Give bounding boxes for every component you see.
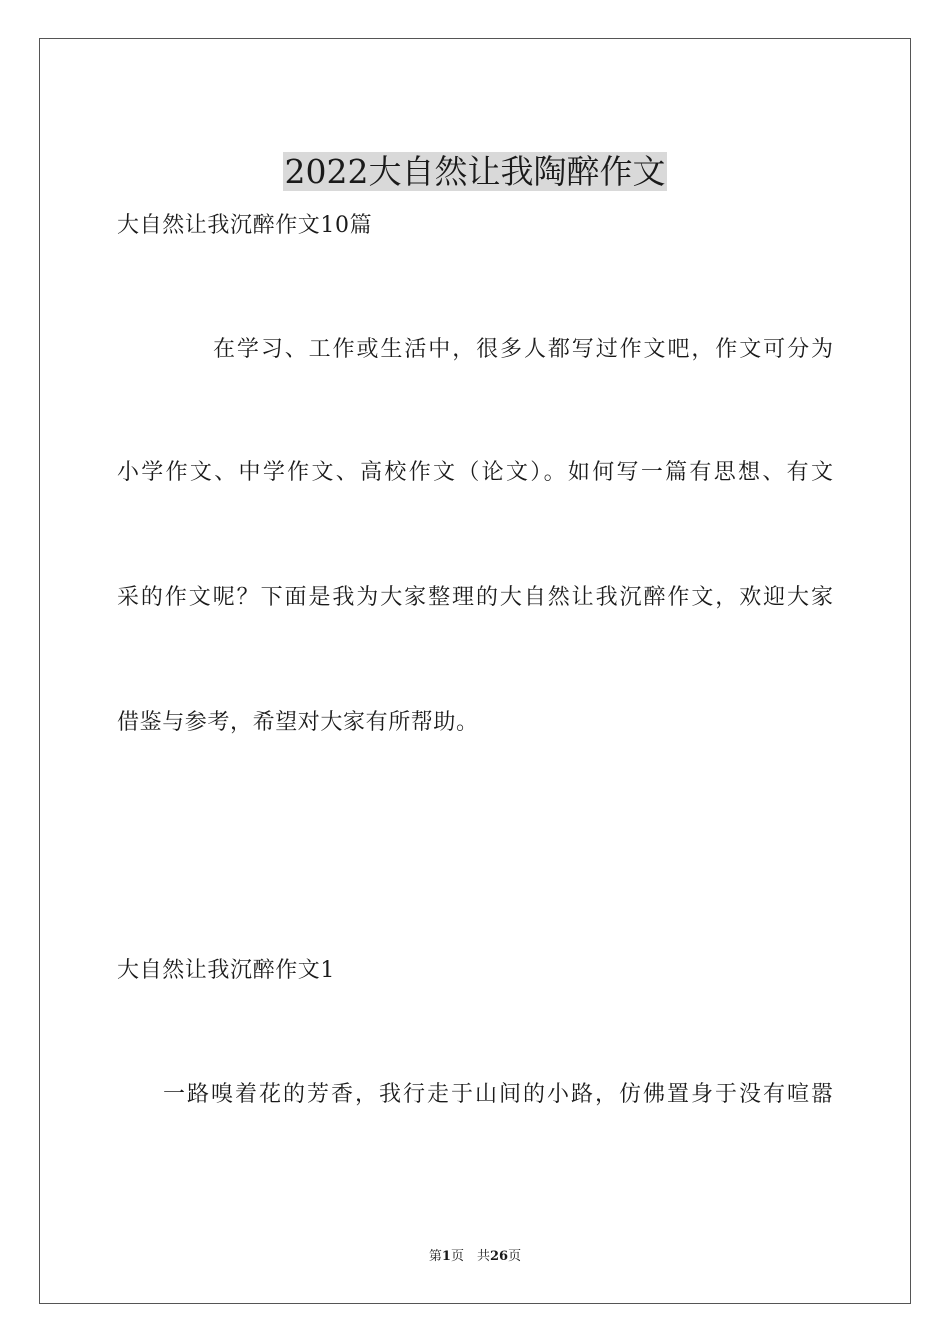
- document-title-text: 2022大自然让我陶醉作文: [284, 152, 666, 192]
- intro-line-2: 小学作文、中学作文、高校作文（论文）。如何写一篇有思想、有文: [117, 460, 833, 485]
- intro-line-4: 借鉴与参考，希望对大家有所帮助。: [117, 710, 479, 735]
- document-title: [0, 150, 950, 194]
- section-first-line: 一路嗅着花的芳香，我行走于山间的小路，仿佛置身于没有喧嚣: [163, 1082, 833, 1107]
- footer-page-current: 1: [441, 1249, 451, 1264]
- section-heading: 大自然让我沉醉作文1: [117, 958, 335, 983]
- intro-line-3: 采的作文呢？下面是我为大家整理的大自然让我沉醉作文，欢迎大家: [117, 585, 833, 610]
- footer-page-suffix: 页: [508, 1249, 522, 1264]
- footer-page-total: 26: [489, 1249, 509, 1264]
- intro-line-1: 在学习、工作或生活中，很多人都写过作文吧，作文可分为: [213, 337, 833, 362]
- page-footer: [0, 1248, 950, 1266]
- document-subtitle: 大自然让我沉醉作文10篇: [117, 213, 373, 238]
- footer-page-prefix: 第: [428, 1249, 442, 1264]
- footer-page-mid: 页 共: [450, 1249, 490, 1264]
